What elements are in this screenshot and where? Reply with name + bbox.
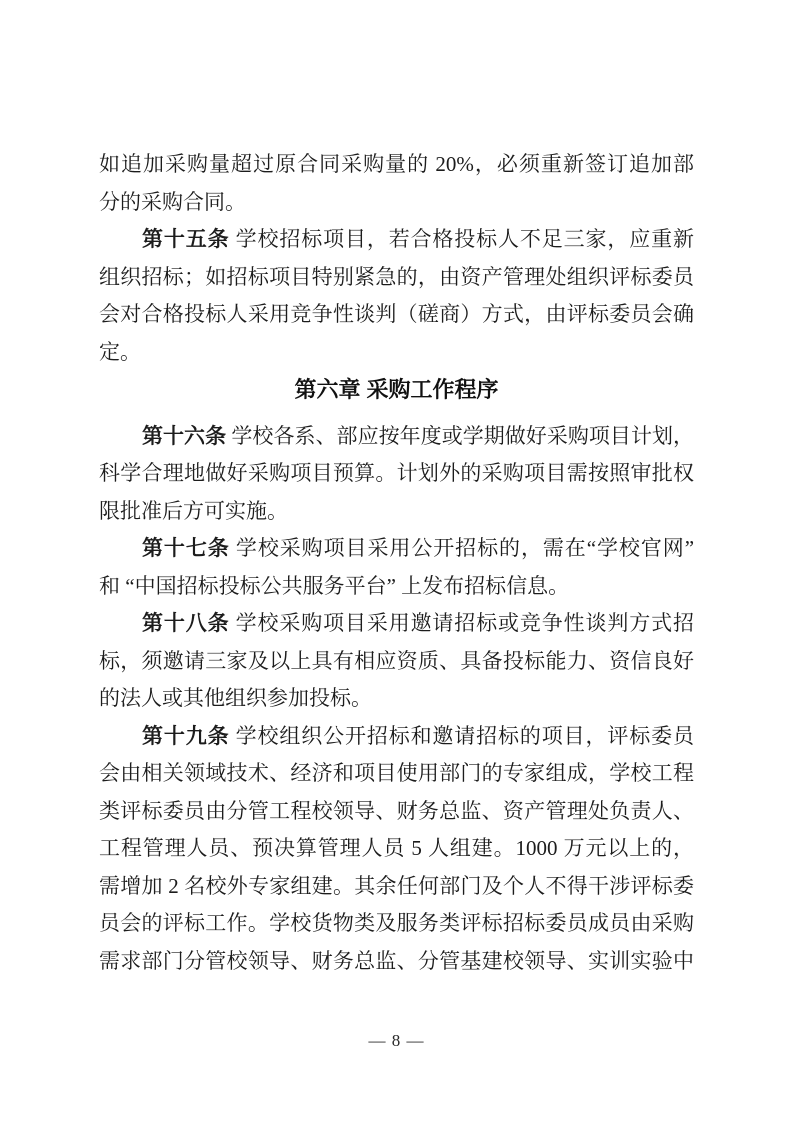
body-line <box>99 221 694 259</box>
line-text: 员会的评标工作。学校货物类及服务类评标招标委员成员由采购 <box>99 911 694 935</box>
line-text: 学校招标项目，若合格投标人不足三家，应重新 <box>229 227 695 251</box>
line-text: 学校采购项目采用公开招标的，需在“学校官网” <box>229 536 695 560</box>
line-text: 的法人或其他组织参加投标。 <box>99 686 372 710</box>
body-line <box>99 755 694 793</box>
body-line <box>99 605 694 643</box>
line-text: 学校各系、部应按年度或学期做好采购项目计划， <box>226 423 695 448</box>
body-line <box>99 493 694 531</box>
body-line <box>99 146 694 184</box>
body-line <box>99 530 694 568</box>
line-text: 限批准后方可实施。 <box>99 498 288 523</box>
body-line <box>99 643 694 681</box>
body-line <box>99 680 694 718</box>
body-line <box>99 184 694 222</box>
body-line <box>99 868 694 906</box>
body-line <box>99 418 694 456</box>
line-text: 定。 <box>99 339 141 364</box>
line-text: 标，须邀请三家及以上具有相应资质、具备投标能力、资信良好 <box>99 648 694 673</box>
page-footer <box>0 1030 793 1052</box>
line-text: 和 “中国招标投标公共服务平台” 上发布招标信息。 <box>99 573 570 598</box>
line-text: 组织招标；如招标项目特别紧急的，由资产管理处组织评标委员 <box>99 264 694 289</box>
body-line <box>99 455 694 493</box>
line-text: 需增加 2 名校外专家组建。其余任何部门及个人不得干涉评标委 <box>99 873 694 898</box>
article-number: 第十六条 <box>142 424 227 448</box>
page-number: — 8 — <box>368 1031 425 1050</box>
chapter-heading: 第六章 采购工作程序 <box>294 377 499 402</box>
line-text: 如追加采购量超过原合同采购量的 20%，必须重新签订追加部 <box>99 152 694 176</box>
article-number: 第十七条 <box>142 537 230 560</box>
body-line <box>99 830 694 868</box>
line-text: 学校采购项目采用邀请招标或竞争性谈判方式招 <box>229 611 695 635</box>
article-number: 第十八条 <box>142 612 230 635</box>
line-text: 需求部门分管校领导、财务总监、分管基建校领导、实训实验中 <box>99 948 694 973</box>
body-line <box>99 905 694 943</box>
body-line <box>99 568 694 606</box>
line-text: 工程管理人员、预决算管理人员 5 人组建。1000 万元以上的， <box>99 836 694 860</box>
body-line <box>99 296 694 334</box>
line-text: 分的采购合同。 <box>99 189 246 214</box>
body-line <box>99 334 694 372</box>
line-text: 会由相关领域技术、经济和项目使用部门的专家组成，学校工程 <box>99 761 694 785</box>
line-text: 会对合格投标人采用竞争性谈判（磋商）方式，由评标委员会确 <box>99 302 694 326</box>
line-text: 类评标委员由分管工程校领导、财务总监、资产管理处负责人、 <box>99 798 694 823</box>
body-line <box>99 943 694 981</box>
body-line <box>99 259 694 297</box>
body-line <box>99 793 694 831</box>
body-line <box>99 718 694 756</box>
article-number: 第十五条 <box>142 228 230 251</box>
line-text: 科学合理地做好采购项目预算。计划外的采购项目需按照审批权 <box>99 461 694 485</box>
article-number: 第十九条 <box>142 724 230 748</box>
document-content <box>99 146 694 980</box>
line-text: 学校组织公开招标和邀请招标的项目，评标委员 <box>229 723 695 748</box>
